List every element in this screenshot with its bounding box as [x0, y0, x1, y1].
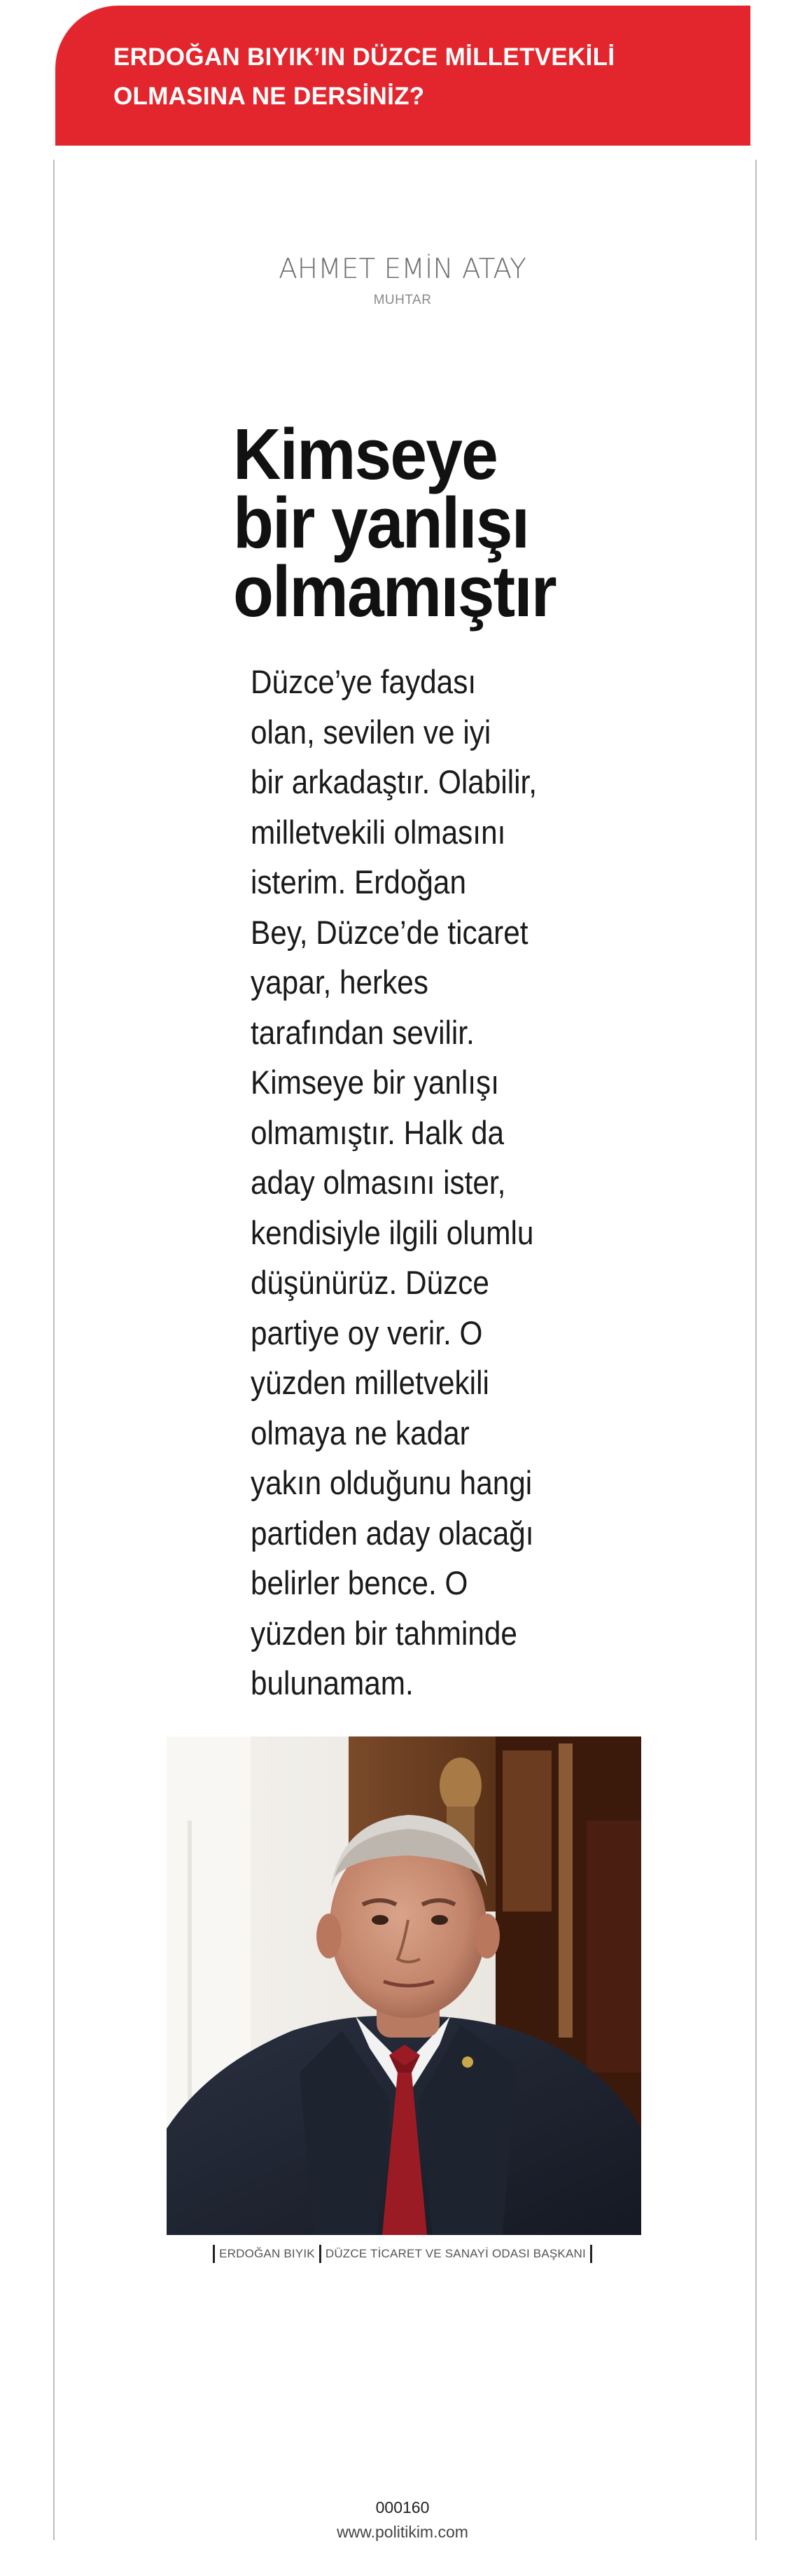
page-number: 000160 — [375, 2498, 430, 2516]
body-line: tarafından sevilir. — [251, 1013, 475, 1051]
caption-name: ERDOĞAN BIYIK — [219, 2247, 315, 2260]
body-line: Düzce’ye faydası — [251, 663, 477, 700]
body-line: olmamıştır. Halk da — [251, 1113, 505, 1151]
body-line: Kimseye bir yanlışı — [251, 1064, 499, 1101]
headline-line-1: Kimseye — [233, 414, 497, 494]
caption-divider — [213, 2245, 215, 2263]
portrait-illustration — [167, 1736, 641, 2235]
caption-divider — [319, 2245, 321, 2263]
body-line: belirler bence. O — [251, 1564, 468, 1601]
body-line: partiden aday olacağı — [251, 1514, 534, 1552]
body-line: olmaya ne kadar — [251, 1414, 470, 1451]
body-line: aday olmasını ister, — [251, 1164, 506, 1201]
headline — [233, 414, 632, 632]
body-line: partiye oy verir. O — [251, 1314, 483, 1351]
left-border-line — [53, 160, 55, 2540]
right-border-line — [755, 160, 757, 2540]
body-line: isterim. Erdoğan — [251, 863, 466, 900]
headline-line-3: olmamıştır — [233, 551, 556, 632]
speaker-name: AHMET EMİN ATAY — [279, 253, 526, 285]
body-line: yüzden milletvekili — [251, 1364, 489, 1401]
site-url: www.politikim.com — [337, 2523, 468, 2541]
body-line: kendisiyle ilgili olumlu — [251, 1213, 534, 1251]
caption-title: DÜZCE TİCARET VE SANAYİ ODASI BAŞKANI — [325, 2247, 586, 2260]
body-line: bir arkadaştır. Olabilir, — [251, 763, 538, 800]
banner-title — [113, 38, 715, 116]
portrait-photo — [167, 1736, 641, 2235]
banner-title-line-2: OLMASINA NE DERSİNİZ? — [113, 83, 425, 110]
body-line: yapar, herkes — [251, 963, 428, 1001]
caption-divider — [590, 2245, 592, 2263]
speaker-role: MUHTAR — [373, 293, 432, 307]
body-line: yakın olduğunu hangi — [251, 1464, 533, 1501]
headline-line-2: bir yanlışı — [233, 482, 529, 563]
body-line: düşünürüz. Düzce — [251, 1264, 489, 1301]
body-line: olan, sevilen ve iyi — [251, 713, 491, 751]
banner-title-line-1: ERDOĞAN BIYIK’IN DÜZCE MİLLETVEKİLİ — [113, 43, 615, 71]
body-line: milletvekili olmasını — [251, 813, 506, 851]
body-line: yüzden bir tahminde — [251, 1614, 517, 1652]
body-line: bulunamam. — [251, 1664, 414, 1701]
body-line: Bey, Düzce’de ticaret — [251, 913, 528, 951]
photo-caption — [0, 2245, 805, 2263]
quote-body — [251, 657, 540, 1708]
